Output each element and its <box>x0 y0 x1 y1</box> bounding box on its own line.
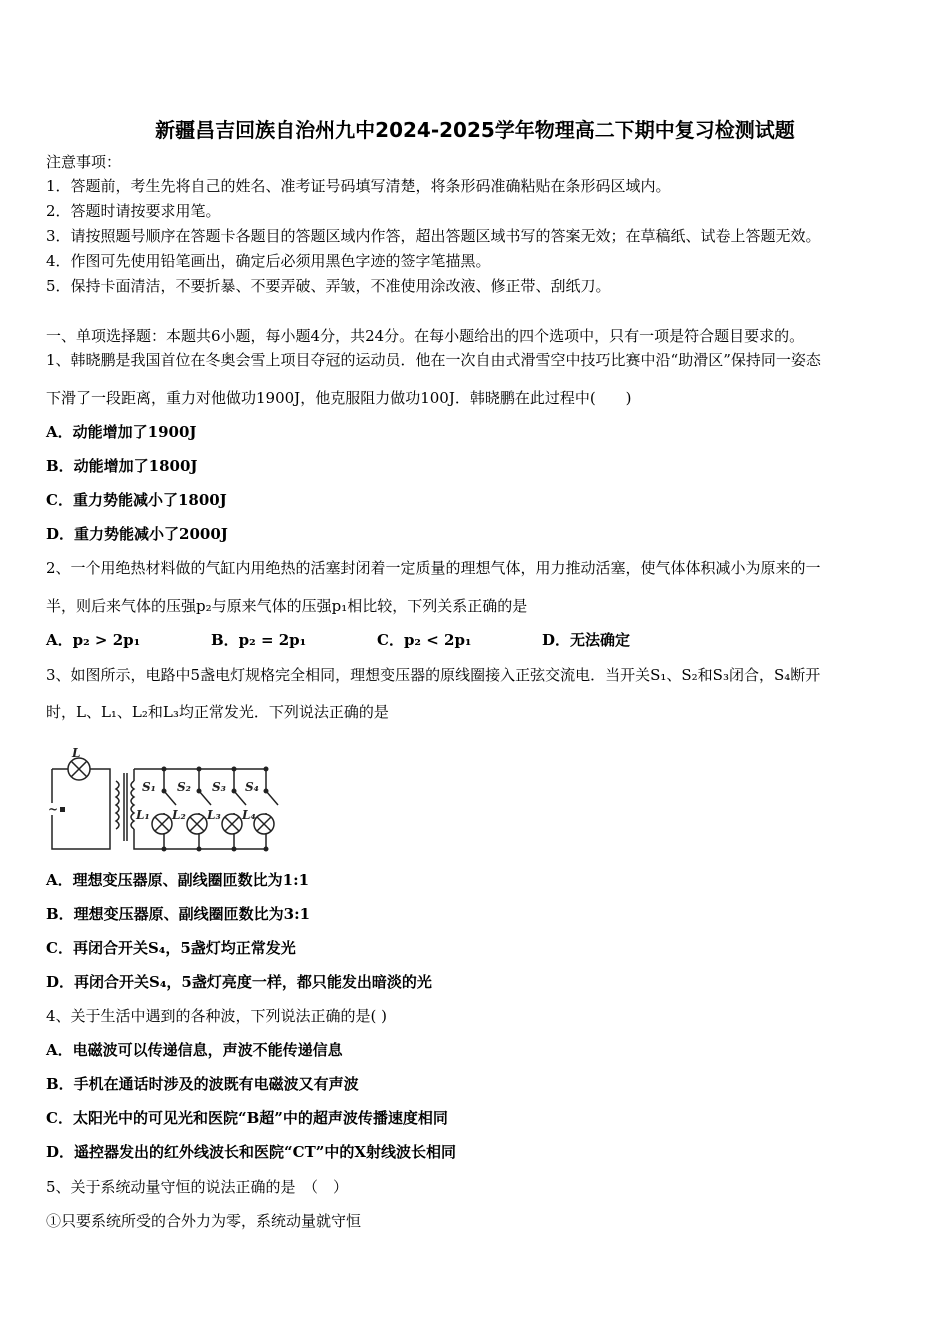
notice-item: 3．请按照题号顺序在答题卡各题目的答题区域内作答，超出答题区域书写的答案无效；在草稿纸、试卷上答题无效。 <box>46 227 821 245</box>
question-5-text: 5、关于系统动量守恒的说法正确的是 （ ） <box>46 1178 349 1196</box>
q4-option-d: D．遥控器发出的红外线波长和医院“CT”中的X射线波长相同 <box>46 1143 457 1161</box>
page-title: 新疆昌吉回族自治州九中2024-2025学年物理高二下期中复习检测试题 <box>155 118 795 142</box>
label-L1: L₁ <box>136 808 150 822</box>
label-L: L <box>72 746 81 760</box>
q2-option-b: B．p₂ = 2p₁ <box>211 631 307 649</box>
question-1-text: 下滑了一段距离，重力对他做功1900J，他克服阻力做功100J．韩晓鹏在此过程中( ) <box>46 389 632 407</box>
question-1-text: 1、韩晓鹏是我国首位在冬奥会雪上项目夺冠的运动员．他在一次自由式滑雪空中技巧比赛中沿“助滑区”保持同一姿态 <box>46 351 821 369</box>
question-2-text: 半，则后来气体的压强p₂与原来气体的压强p₁相比较，下列关系正确的是 <box>46 597 528 615</box>
q4-option-c: C．太阳光中的可见光和医院“B超”中的超声波传播速度相同 <box>46 1109 448 1127</box>
notice-item: 2．答题时请按要求用笔。 <box>46 202 221 220</box>
q1-option-a: A．动能增加了1900J <box>46 423 197 441</box>
question-2-text: 2、一个用绝热材料做的气缸内用绝热的活塞封闭着一定质量的理想气体，用力推动活塞，使气体体积减小为原来的一 <box>46 559 821 577</box>
q3-option-a: A．理想变压器原、副线圈匝数比为1:1 <box>46 871 310 889</box>
label-S2: S₂ <box>177 780 191 794</box>
q4-option-b: B．手机在通话时涉及的波既有电磁波又有声波 <box>46 1075 359 1093</box>
q3-option-d: D．再闭合开关S₄，5盏灯亮度一样，都只能发出暗淡的光 <box>46 973 432 991</box>
notice-item: 1．答题前，考生先将自己的姓名、准考证号码填写清楚，将条形码准确粘贴在条形码区域内。 <box>46 177 671 195</box>
q2-option-c: C．p₂ < 2p₁ <box>377 631 472 649</box>
question-3-text: 时，L、L₁、L₂和L₃均正常发光．下列说法正确的是 <box>46 703 389 721</box>
q1-option-c: C．重力势能减小了1800J <box>46 491 227 509</box>
q1-option-d: D．重力势能减小了2000J <box>46 525 228 543</box>
q5-statement-1: ①只要系统所受的合外力为零，系统动量就守恒 <box>46 1212 362 1230</box>
label-S3: S₃ <box>212 780 226 794</box>
question-3-text: 3、如图所示，电路中5盏电灯规格完全相同，理想变压器的原线圈接入正弦交流电．当开关S₁、S₂和S₃闭合，S₄断开 <box>46 666 821 684</box>
svg-text:~: ~ <box>48 802 59 816</box>
label-S1: S₁ <box>142 780 156 794</box>
label-L4: L₄ <box>242 808 256 822</box>
q3-option-b: B．理想变压器原、副线圈匝数比为3:1 <box>46 905 311 923</box>
notice-item: 5．保持卡面清洁，不要折暴、不要弄破、弄皱，不准使用涂改液、修正带、刮纸刀。 <box>46 277 611 295</box>
label-L3: L₃ <box>207 808 221 822</box>
q2-option-a: A．p₂ > 2p₁ <box>46 631 141 649</box>
q2-option-d: D．无法确定 <box>542 631 631 649</box>
label-S4: S₄ <box>245 780 259 794</box>
notice-item: 4．作图可先使用铅笔画出，确定后必须用黑色字迹的签字笔描黑。 <box>46 252 491 270</box>
q1-option-b: B．动能增加了1800J <box>46 457 198 475</box>
section-heading: 一、单项选择题：本题共6小题，每小题4分，共24分。在每小题给出的四个选项中，只有一项是符合题目要求的。 <box>46 327 805 345</box>
label-L2: L₂ <box>172 808 186 822</box>
q4-option-a: A．电磁波可以传递信息，声波不能传递信息 <box>46 1041 343 1059</box>
question-4-text: 4、关于生活中遇到的各种波，下列说法正确的是( ) <box>46 1007 388 1025</box>
circuit-diagram <box>44 745 284 853</box>
q3-option-c: C．再闭合开关S₄，5盏灯均正常发光 <box>46 939 296 957</box>
notice-heading: 注意事项： <box>46 153 122 171</box>
